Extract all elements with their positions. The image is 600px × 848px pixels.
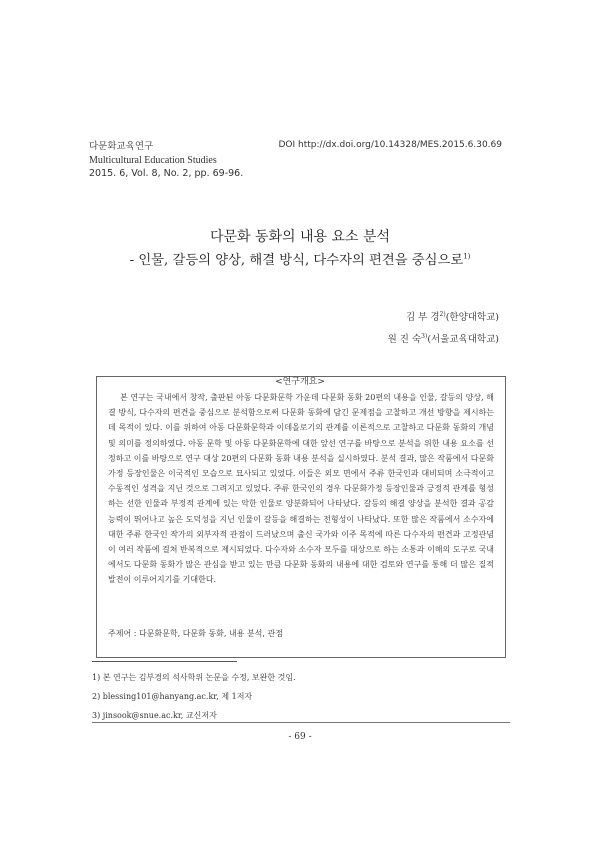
author-2 (388, 327, 499, 349)
footnote-1: 1) 본 연구는 김부경의 석사학위 논문을 수정, 보완한 것임. (92, 673, 296, 682)
page-footer-divider (92, 722, 510, 723)
abstract-text: 본 연구는 국내에서 창작, 출판된 아동 다문화문학 가운데 다문화 동화 20편의 내용을 인물, 갈등의 양상, 해결 방식, 다수자의 편견을 중심으로 분석함으로써 다문화 동화에 담긴 문제점을 고찰하고 개선 방향을 제시하는 데 목적이 있다. 이를 위하여 아동 다문화문학과 이데올로기의 관계를 이론적으로 고찰하고 다문화 동화의 개념 및 의미를 정의하였다. 아동 문학 및 아동 다문화문학에 대한 앞선 연구를 바탕으로 분석을 위한 내용 요소를 선정하고 이를 바탕으로 연구 대상 20편의 다문화 동화 내용 분석을 실시하였다. 분석 결과, 많은 작품에서 다문화가정 등장인물은 이국적인 모습으로 묘사되고 있었다. 이들은 외모 면에서 주류 한국인과 대비되며 소극적이고 수동적인 성격을 지닌 것으로 그려지고 있었다. 주류 한국인의 경우 다문화가정 등장인물과 긍정적 관계를 형성하는 선한 인물과 부정적 관계에 있는 악한 인물로 양분화되어 나타났다. 갈등의 해결 양상을 분석한 결과 공감 능력이 뛰어나고 높은 도덕성을 지닌 인물이 갈등을 해결하는 전형성이 나타났다. 또한 많은 작품에서 소수자에 대한 주류 한국인 작가의 외부자적 관점이 드러났으며 출신 국가와 이주 목적에 따른 다수자의 편견과 고정관념이 여러 작품에 걸쳐 반복적으로 제시되었다. 다수자와 소수자 모두를 대상으로 하는 소통과 이해의 도구로 국내에서도 다문화 동화가 많은 관심을 받고 있는 만큼 다문화 동화의 내용에 대한 검토와 연구를 통해 더 많은 질적 발전이 이루어지기를 기대한다. (108, 393, 494, 585)
footnote-divider (92, 661, 237, 662)
footnotes (92, 668, 296, 725)
author-name: 원 진 숙 (387, 334, 422, 346)
subtitle-text: - 인물, 갈등의 양상, 해결 방식, 다수자의 편견을 중심으로 (129, 253, 464, 268)
journal-issue: 2015. 6, Vol. 8, No. 2, pp. 69-96. (89, 168, 244, 179)
journal-name-ko: 다문화교육연구 (89, 141, 154, 152)
author-list (388, 305, 499, 349)
journal-header (89, 140, 243, 181)
keywords: 주제어 : 다문화문학, 다문화 동화, 내용 분석, 관점 (108, 629, 283, 638)
paper-title: 다문화 동화의 내용 요소 분석 (209, 229, 391, 245)
author-footnote-mark[interactable]: 2) (439, 311, 446, 318)
author-name: 김 부 경 (405, 312, 440, 324)
page-number: - 69 - (288, 732, 312, 742)
author-affiliation: (서울교육대학교) (427, 334, 499, 346)
footnote-2: 2) blessing101@hanyang.ac.kr, 제 1저자 (92, 692, 253, 701)
abstract-label-wrap (0, 369, 600, 388)
journal-name-en: Multicultural Education Studies (89, 154, 217, 166)
subtitle-footnote-mark[interactable]: 1) (463, 252, 471, 261)
author-affiliation: (한양대학교) (445, 312, 499, 324)
abstract-label: <연구개요> (271, 377, 329, 387)
author-1 (388, 305, 499, 327)
author-footnote-mark[interactable]: 3) (421, 333, 428, 341)
doi-link[interactable]: DOI http://dx.doi.org/10.14328/MES.2015.6.30.69 (278, 140, 502, 150)
footnote-3: 3) jinsook@snue.ac.kr, 교신저자 (92, 711, 217, 720)
paper-subtitle (0, 249, 600, 268)
